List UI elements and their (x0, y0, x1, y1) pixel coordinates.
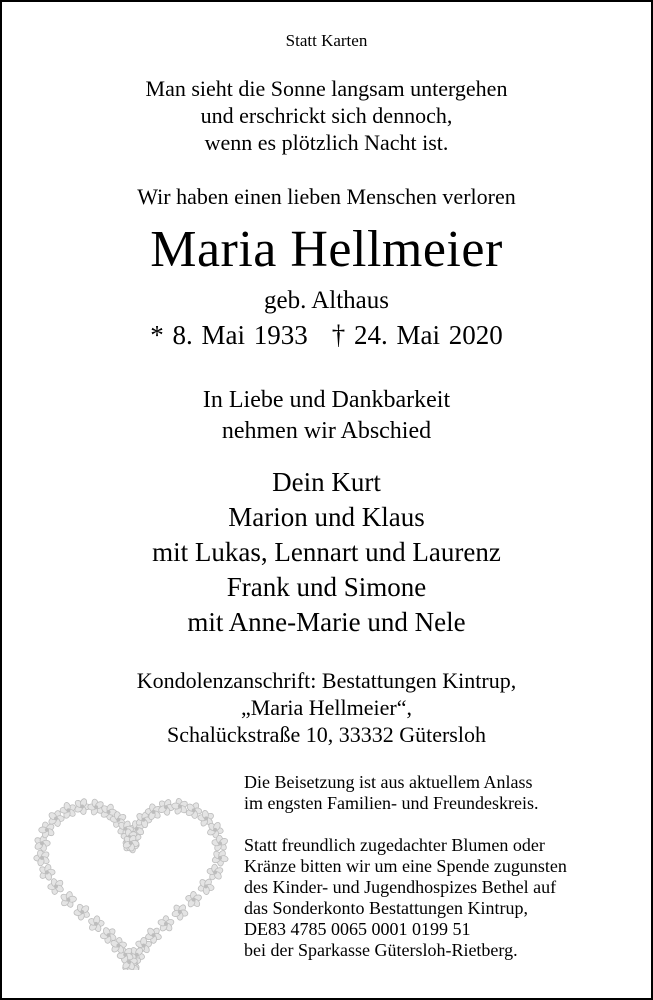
burial-note (244, 772, 538, 814)
family-line: Marion und Klaus (228, 502, 425, 532)
poem-line: wenn es plötzlich Nacht ist. (204, 130, 449, 155)
donation-note-line: Statt freundlich zugedachter Blumen oder (244, 835, 545, 855)
condolence-line: „Maria Hellmeier“, (240, 695, 412, 720)
donation-note-line: DE83 4785 0065 0001 0199 51 (244, 919, 471, 939)
farewell-line: nehmen wir Abschied (221, 418, 432, 444)
burial-note-line: im engsten Familien- und Freundeskreis. (244, 793, 539, 813)
poem-line: Man sieht die Sonne langsam untergehen (145, 76, 508, 101)
donation-note-line: Kränze bitten wir um eine Spende zugunsten (244, 856, 567, 876)
heart-flower (184, 889, 205, 910)
poem-line: und erschrickt sich dennoch, (200, 103, 453, 128)
family-line: Dein Kurt (272, 467, 381, 497)
deceased-name: Maria Hellmeier (150, 221, 503, 278)
donation-note-line: bei der Sparkasse Gütersloh-Rietberg. (244, 940, 518, 960)
header-note: Statt Karten (285, 31, 368, 50)
flower-heart-icon (24, 770, 239, 970)
farewell-line: In Liebe und Dankbarkeit (202, 387, 451, 413)
intro-text: Wir haben einen lieben Menschen verloren (137, 184, 516, 209)
family-line: Frank und Simone (226, 572, 427, 602)
donation-note-line: das Sonderkonto Bestattungen Kintrup, (244, 898, 528, 918)
condolence-line: Kondolenzanschrift: Bestattungen Kintrup, (136, 668, 517, 693)
maiden-name: geb. Althaus (264, 287, 389, 314)
condolence-line: Schalückstraße 10, 33332 Gütersloh (167, 722, 486, 747)
family-line: mit Lukas, Lennart und Laurenz (152, 537, 501, 567)
death-date: † 24. Mai 2020 (331, 320, 503, 350)
birth-date: * 8. Mai 1933 (150, 320, 308, 350)
family-line: mit Anne-Marie und Nele (187, 607, 466, 637)
heart-flower (87, 914, 106, 933)
donation-note (244, 835, 567, 961)
donation-note-line: des Kinder- und Jugendhospizes Bethel auf (244, 877, 557, 897)
life-dates (2, 320, 651, 351)
burial-note-line: Die Beisetzung ist aus aktuellem Anlass (244, 772, 533, 792)
